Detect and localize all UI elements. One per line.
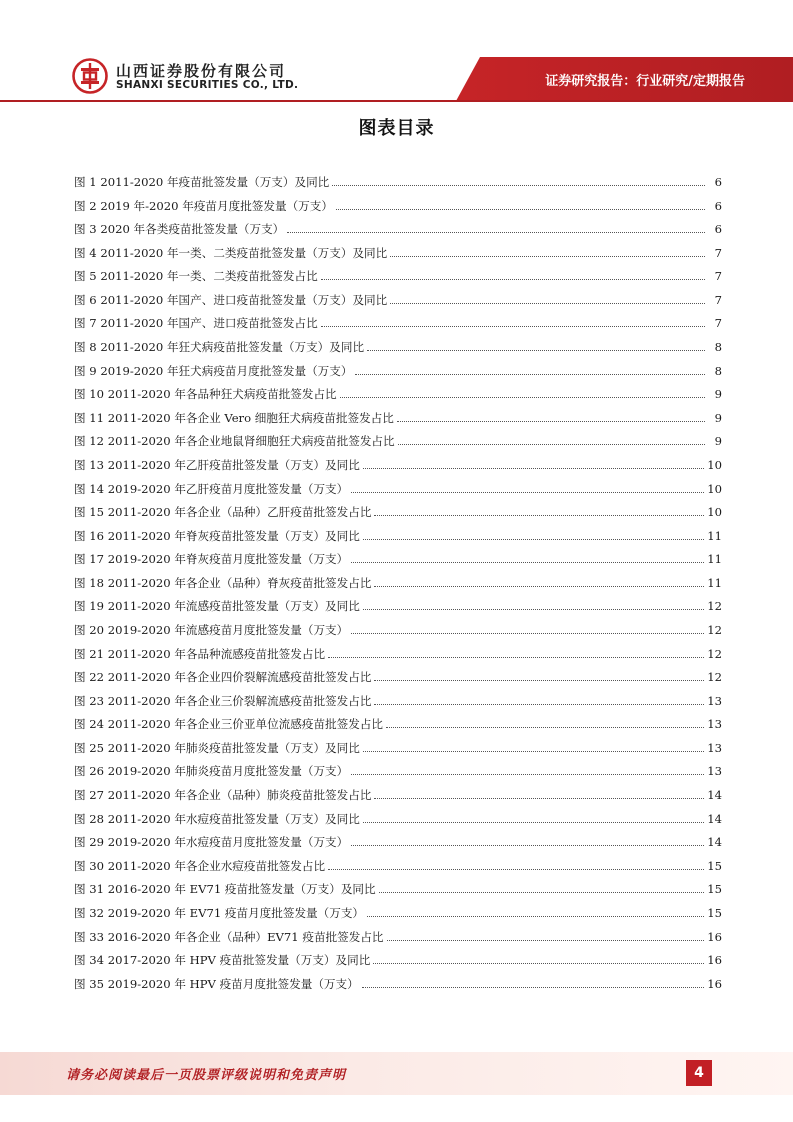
toc-title: 图表目录 [358,118,435,139]
toc-leader-dots [374,671,704,681]
toc-entry[interactable] [74,363,722,387]
toc-entry-label: 图 3 2020 年各类疫苗批签发量（万支） [74,222,285,237]
toc-entry-label: 图 13 2011-2020 年乙肝疫苗批签发量（万支）及同比 [74,457,360,472]
toc-entry-label: 图 33 2016-2020 年各企业（品种）EV71 疫苗批签发占比 [74,929,384,944]
toc-entry[interactable] [74,410,722,434]
toc-entry[interactable] [74,740,722,764]
toc-entry[interactable] [74,386,722,410]
toc-entry[interactable] [74,976,722,1000]
toc-entry-page: 7 [714,292,722,307]
toc-entry-label: 图 18 2011-2020 年各企业（品种）脊灰疫苗批签发占比 [74,575,372,590]
toc-entry[interactable] [74,881,722,905]
toc-entry-label: 图 32 2019-2020 年 EV71 疫苗月度批签发量（万支） [74,905,365,920]
toc-entry-label: 图 10 2011-2020 年各品种狂犬病疫苗批签发占比 [74,387,337,402]
toc-leader-dots [390,294,705,304]
toc-leader-dots [363,459,704,469]
toc-entry-page: 13 [707,693,722,708]
toc-leader-dots [387,931,705,941]
toc-leader-dots [386,718,704,728]
toc-entry[interactable] [74,433,722,457]
toc-entry-page: 12 [707,670,722,685]
page-header [0,0,793,103]
toc-entry-label: 图 21 2011-2020 年各品种流感疫苗批签发占比 [74,646,326,661]
toc-leader-dots [321,270,705,280]
toc-entry-page: 12 [707,646,722,661]
toc-entry[interactable] [74,787,722,811]
toc-entry-page: 8 [714,363,722,378]
toc-entry-page: 11 [707,552,722,567]
toc-entry[interactable] [74,905,722,929]
toc-entry-label: 图 35 2019-2020 年 HPV 疫苗月度批签发量（万支） [74,976,359,991]
toc-leader-dots [379,883,705,893]
toc-entry-label: 图 8 2011-2020 年狂犬病疫苗批签发量（万支）及同比 [74,340,365,355]
toc-leader-dots [367,907,704,917]
toc-entry-page: 10 [707,457,722,472]
toc-entry-page: 8 [714,340,722,355]
toc-entry-page: 7 [714,245,722,260]
toc-leader-dots [390,247,705,257]
toc-leader-dots [362,978,705,988]
toc-entry[interactable] [74,598,722,622]
toc-entry-page: 14 [707,788,722,803]
toc-leader-dots [328,648,704,658]
toc-leader-dots [287,223,705,233]
toc-entry-page: 9 [714,410,722,425]
toc-leader-dots [332,176,705,186]
toc-leader-dots [363,813,704,823]
report-type-label: 证券研究报告：行业研究/定期报告 [545,74,745,89]
toc-entry[interactable] [74,622,722,646]
toc-entry-page: 15 [707,858,722,873]
toc-entry-label: 图 16 2011-2020 年脊灰疫苗批签发量（万支）及同比 [74,528,360,543]
toc-leader-dots [374,695,704,705]
toc-leader-dots [374,506,704,516]
toc-leader-dots [363,530,704,540]
page-number: 4 [686,1060,712,1086]
toc-entry-label: 图 31 2016-2020 年 EV71 疫苗批签发量（万支）及同比 [74,882,376,897]
toc-entry-label: 图 1 2011-2020 年疫苗批签发量（万支）及同比 [74,175,330,189]
toc-entry-label: 图 11 2011-2020 年各企业 Vero 细胞狂犬病疫苗批签发占比 [74,410,394,425]
company-name-en: SHANXI SECURITIES CO., LTD. [116,79,299,91]
toc-entry[interactable] [74,811,722,835]
toc-leader-dots [340,388,705,398]
toc-entry-page: 14 [707,811,722,826]
disclaimer-notice: 请务必阅读最后一页股票评级说明和免责声明 [66,1068,347,1083]
toc-entry-page: 12 [707,622,722,637]
toc-entry[interactable] [74,716,722,740]
toc-entry-label: 图 14 2019-2020 年乙肝疫苗月度批签发量（万支） [74,481,349,496]
toc-entry[interactable] [74,528,722,552]
toc-entry[interactable] [74,952,722,976]
toc-entry[interactable] [74,268,722,292]
toc-entry-page: 10 [707,481,722,496]
toc-entry[interactable] [74,834,722,858]
toc-entry-page: 16 [707,929,722,944]
toc-leader-dots [336,200,705,210]
toc-entry[interactable] [74,221,722,245]
toc-entry-page: 15 [707,905,722,920]
toc-entry-page: 6 [714,175,722,189]
toc-leader-dots [351,836,704,846]
toc-entry-label: 图 15 2011-2020 年各企业（品种）乙肝疫苗批签发占比 [74,505,372,520]
toc-entry-label: 图 5 2011-2020 年一类、二类疫苗批签发占比 [74,269,318,284]
header-divider [0,100,793,102]
toc-entry-page: 12 [707,599,722,614]
toc-entry-label: 图 4 2011-2020 年一类、二类疫苗批签发量（万支）及同比 [74,245,388,260]
toc-entry-page: 7 [714,316,722,331]
toc-entry[interactable] [74,646,722,670]
toc-entry-label: 图 24 2011-2020 年各企业三价亚单位流感疫苗批签发占比 [74,717,384,732]
toc-entry[interactable] [74,481,722,505]
toc-entry-label: 图 28 2011-2020 年水痘疫苗批签发量（万支）及同比 [74,811,360,826]
toc-entry-page: 13 [707,764,722,779]
toc-entry[interactable] [74,858,722,882]
toc-entry[interactable] [74,339,722,363]
toc-entry-label: 图 26 2019-2020 年肺炎疫苗月度批签发量（万支） [74,764,349,779]
toc-entry-page: 16 [707,976,722,991]
toc-entry-label: 图 6 2011-2020 年国产、进口疫苗批签发量（万支）及同比 [74,292,388,307]
table-of-figures [74,174,722,999]
toc-entry-label: 图 22 2011-2020 年各企业四价裂解流感疫苗批签发占比 [74,670,372,685]
toc-leader-dots [328,860,704,870]
toc-entry-label: 图 25 2011-2020 年肺炎疫苗批签发量（万支）及同比 [74,740,360,755]
shanxi-securities-logo-icon [72,58,108,94]
toc-entry[interactable] [74,551,722,575]
toc-entry[interactable] [74,245,722,269]
toc-entry-page: 15 [707,882,722,897]
toc-entry-label: 图 19 2011-2020 年流感疫苗批签发量（万支）及同比 [74,599,360,614]
toc-entry[interactable] [74,292,722,316]
toc-leader-dots [374,577,704,587]
toc-entry[interactable] [74,504,722,528]
toc-entry-label: 图 27 2011-2020 年各企业（品种）肺炎疫苗批签发占比 [74,788,372,803]
toc-leader-dots [351,483,704,493]
toc-entry[interactable] [74,669,722,693]
toc-entry-label: 图 17 2019-2020 年脊灰疫苗月度批签发量（万支） [74,552,349,567]
toc-leader-dots [351,553,704,563]
toc-entry[interactable] [74,693,722,717]
toc-entry-label: 图 9 2019-2020 年狂犬病疫苗月度批签发量（万支） [74,363,353,378]
toc-entry-page: 16 [707,953,722,968]
toc-leader-dots [367,341,705,351]
toc-leader-dots [373,954,704,964]
toc-entry-page: 10 [707,505,722,520]
toc-entry[interactable] [74,763,722,787]
toc-entry[interactable] [74,198,722,222]
toc-entry-label: 图 12 2011-2020 年各企业地鼠肾细胞狂犬病疫苗批签发占比 [74,434,395,449]
toc-entry-page: 11 [707,528,722,543]
toc-entry-label: 图 7 2011-2020 年国产、进口疫苗批签发占比 [74,316,318,331]
toc-leader-dots [355,365,705,375]
toc-entry[interactable] [74,315,722,339]
toc-entry-page: 13 [707,740,722,755]
toc-leader-dots [351,624,704,634]
toc-leader-dots [321,317,705,327]
toc-entry[interactable] [74,457,722,481]
toc-entry-label: 图 2 2019 年-2020 年疫苗月度批签发量（万支） [74,198,333,213]
toc-entry-page: 11 [707,575,722,590]
toc-entry-label: 图 29 2019-2020 年水痘疫苗月度批签发量（万支） [74,835,349,850]
toc-entry-label: 图 20 2019-2020 年流感疫苗月度批签发量（万支） [74,622,349,637]
toc-leader-dots [398,435,705,445]
toc-entry[interactable] [74,174,722,198]
toc-entry-page: 14 [707,835,722,850]
toc-leader-dots [351,765,704,775]
toc-entry-label: 图 34 2017-2020 年 HPV 疫苗批签发量（万支）及同比 [74,953,371,968]
toc-entry-label: 图 30 2011-2020 年各企业水痘疫苗批签发占比 [74,858,326,873]
toc-entry-page: 7 [714,269,722,284]
toc-entry-page: 6 [714,198,722,213]
toc-leader-dots [397,412,705,422]
toc-entry-page: 9 [714,387,722,402]
toc-entry-page: 6 [714,222,722,237]
toc-entry-page: 13 [707,717,722,732]
toc-entry[interactable] [74,575,722,599]
toc-leader-dots [363,600,704,610]
toc-leader-dots [374,789,704,799]
toc-entry-page: 9 [714,434,722,449]
company-name-cn: 山西证券股份有限公司 [116,62,287,80]
toc-entry-label: 图 23 2011-2020 年各企业三价裂解流感疫苗批签发占比 [74,693,372,708]
toc-entry[interactable] [74,929,722,953]
toc-leader-dots [363,742,704,752]
